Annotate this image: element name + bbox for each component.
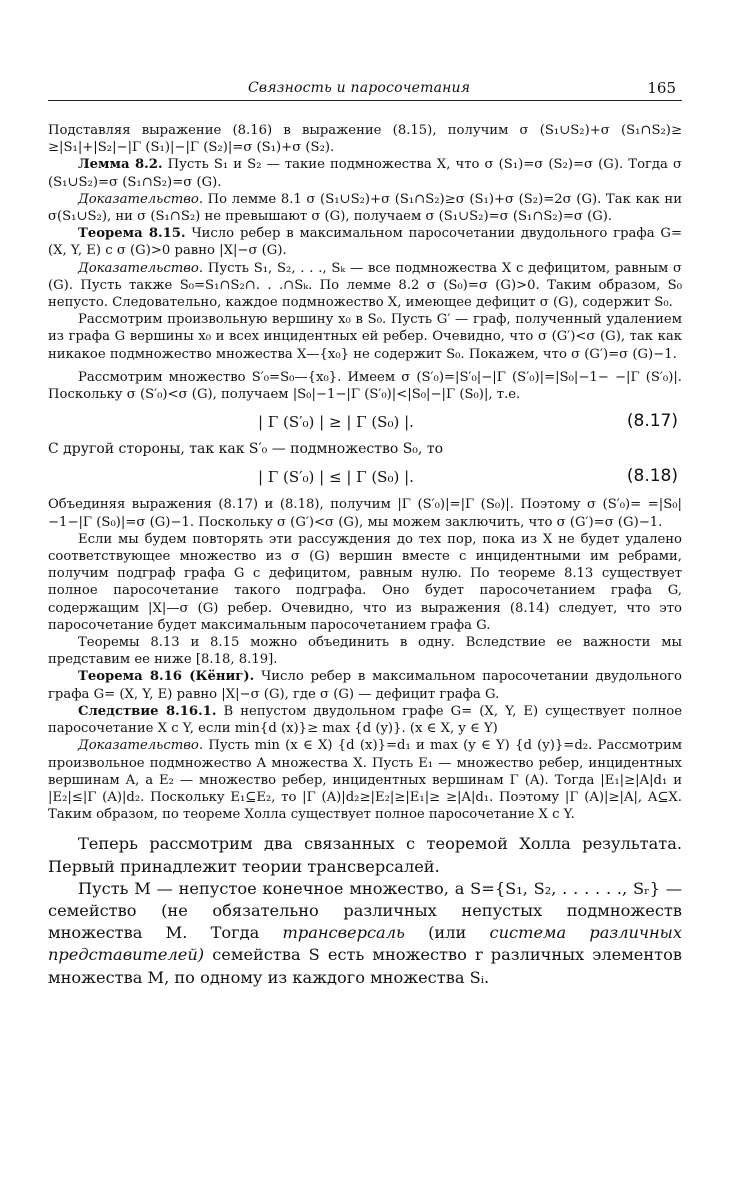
proof-corollary	[48, 737, 682, 823]
proof-text: По лемме 8.1 σ (S₁∪S₂)+σ (S₁∩S₂)≥σ (S₁)+σ (S₂)=2σ (G). Так как ни σ(S₁∪S₂), ни σ (S₁∩S₂) не превышают σ (G), получаем σ (S₁∪S₂)=σ (S₁∩S₂)=σ (G).	[48, 191, 682, 225]
equation-number: (8.17)	[626, 411, 678, 432]
proof-theorem-8-15	[48, 260, 682, 312]
corollary-text: В непустом двудольном графе G= (X, Y, E) существует полное паросочетание X с Y, если min{d (x)}≥ max {d (y)}. (x ∈ X, y ∈ Y)	[48, 703, 682, 737]
corollary-title: Следствие 8.16.1.	[78, 703, 217, 719]
paragraph-combine: Объединяя выражения (8.17) и (8.18), получим |Γ (S′₀)|=|Γ (S₀)|. Поэтому σ (S′₀)= =|S₀|−1−|Γ (S₀)|=σ (G)−1. Поскольку σ (G′)<σ (G), мы можем заключить, что σ (G′)=σ (G)−1.	[48, 497, 682, 530]
theorem-title: Теорема 8.15.	[78, 226, 186, 242]
equation-number: (8.18)	[626, 466, 678, 487]
theorem-8-16	[48, 668, 682, 702]
paragraph-intro: Подставляя выражение (8.16) в выражение (8.15), получим σ (S₁∪S₂)+σ (S₁∩S₂)≥ ≥|S₁|+|S₂|−|Γ (S₁)|−|Γ (S₂)|=σ (S₁)+σ (S₂).	[48, 123, 682, 156]
paragraph-merge: Теоремы 8.13 и 8.15 можно объединить в одну. Вследствие ее важности мы представим ее ниже [8.18, 8.19].	[48, 635, 682, 668]
page-number: 165	[647, 79, 676, 97]
transversal-mid: (или	[428, 923, 467, 943]
proof-text: Пусть S₁, S₂, . . ., Sₖ — все подмножества X с дефицитом, равным σ (G). Пусть также S₀=S₁∩S₂∩. . .∩Sₖ. По лемме 8.2 σ (S₀)=σ (G)>0. Таким образом, S₀ непусто. Следовательно, каждое подмножество X, имеющее дефицит σ (G), содержит S₀.	[48, 260, 682, 311]
transversal-start: Пусть M — непустое конечное множество, а S={S₁, S₂, . . . . . ., Sᵣ} — семейство (не обязательно различных непустых подмножеств множества M. Тогда	[48, 878, 682, 943]
term-sdr: система различных представителей)	[48, 923, 682, 965]
theorem-text: Число ребер в максимальном паросочетании двудольного графа G= (X, Y, E) с σ (G)>0 равно |X|−σ (G).	[48, 226, 682, 259]
paragraph-transversal	[48, 878, 682, 989]
running-title: Связность и паросочетания	[248, 80, 471, 96]
theorem-8-15	[48, 225, 682, 259]
paragraph-set: Рассмотрим множество S′₀=S₀—{x₀}. Имеем σ (S′₀)=|S′₀|−|Γ (S′₀)|=|S₀|−1− −|Γ (S′₀)|. Поскольку σ (S′₀)<σ (G), получаем |S₀|−1−|Γ (S′₀)|<|S₀|−|Γ (S₀)|, т.е.	[48, 369, 682, 403]
proof-title: Доказательство.	[78, 738, 204, 754]
theorem-title: Теорема 8.16 (Кёниг).	[78, 669, 255, 685]
corollary-8-16-1	[48, 703, 682, 737]
lemma-8-2	[48, 156, 682, 190]
paragraph-vertex: Рассмотрим произвольную вершину x₀ в S₀. Пусть G′ — граф, полученный удалением из графа G вершины x₀ и всех инцидентных ей ребер. Очевидно, что σ (G′)<σ (G), так как никакое подмножество множества X—{x₀} не содержит S₀. Покажем, что σ (G′)=σ (G)−1.	[48, 312, 682, 362]
paragraph-hall-results: Теперь рассмотрим два связанных с теоремой Холла результата. Первый принадлежит теории трансверсалей.	[48, 834, 682, 876]
equation-8-18	[48, 462, 682, 492]
proof-title: Доказательство.	[78, 191, 204, 207]
lemma-text: Пусть S₁ и S₂ — такие подмножества X, что σ (S₁)=σ (S₂)=σ (G). Тогда σ (S₁∪S₂)=σ (S₁∩S₂)=σ (G).	[48, 157, 682, 190]
lemma-title: Лемма 8.2.	[78, 157, 163, 173]
running-header	[48, 78, 682, 101]
paragraph-repeat: Если мы будем повторять эти рассуждения до тех пор, пока из X не будет удалено соответствующее множество из σ (G) вершин вместе с инцидентными им ребрами, получим подграф графа G с дефицитом, равным нулю. По теореме 8.13 существует полное паросочетание такого подграфа. Оно будет паросочетанием графа G, содержащим |X|—σ (G) ребер. Очевидно, что из выражения (8.14) следует, что это паросочетание будет максимальным паросочетанием графа G.	[48, 531, 682, 633]
proof-title: Доказательство.	[78, 260, 204, 276]
term-transversal: трансверсаль	[282, 923, 405, 943]
proof-text: Пусть min (x ∈ X) {d (x)}=d₁ и max (y ∈ Y) {d (y)}=d₂. Рассмотрим произвольное подмножество A множества X. Пусть E₁ — множество ребер, инцидентных вершинам A, а E₂ — множество ребер, инцидентных вершинам Γ (A). Тогда |E₁|≥|A|d₁ и |E₂|≤|Γ (A)|d₂. Поскольку E₁⊆E₂, то |Γ (A)|d₂≥|E₂|≥|E₁|≥ ≥|A|d₁. Поэтому |Γ (A)|≥|A|, A⊆X. Таким образом, по теореме Холла существует полное паросочетание X с Y.	[48, 738, 682, 823]
page-body	[48, 122, 682, 989]
transversal-end: семейства S есть множество r различных элементов множества M, по одному из каждого множества Sᵢ.	[48, 945, 682, 987]
paragraph-other-side: С другой стороны, так как S′₀ — подмножество S₀, то	[48, 441, 443, 458]
equation-formula: | Γ (S′₀) | ≤ | Γ (S₀) |.	[258, 468, 414, 487]
equation-8-17	[48, 407, 682, 437]
theorem-text: Число ребер в максимальном паросочетании двудольного графа G= (X, Y, E) равно |X|−σ (G), где σ (G) — дефицит графа G.	[48, 669, 682, 702]
proof-lemma	[48, 191, 682, 225]
equation-formula: | Γ (S′₀) | ≥ | Γ (S₀) |.	[258, 413, 414, 432]
